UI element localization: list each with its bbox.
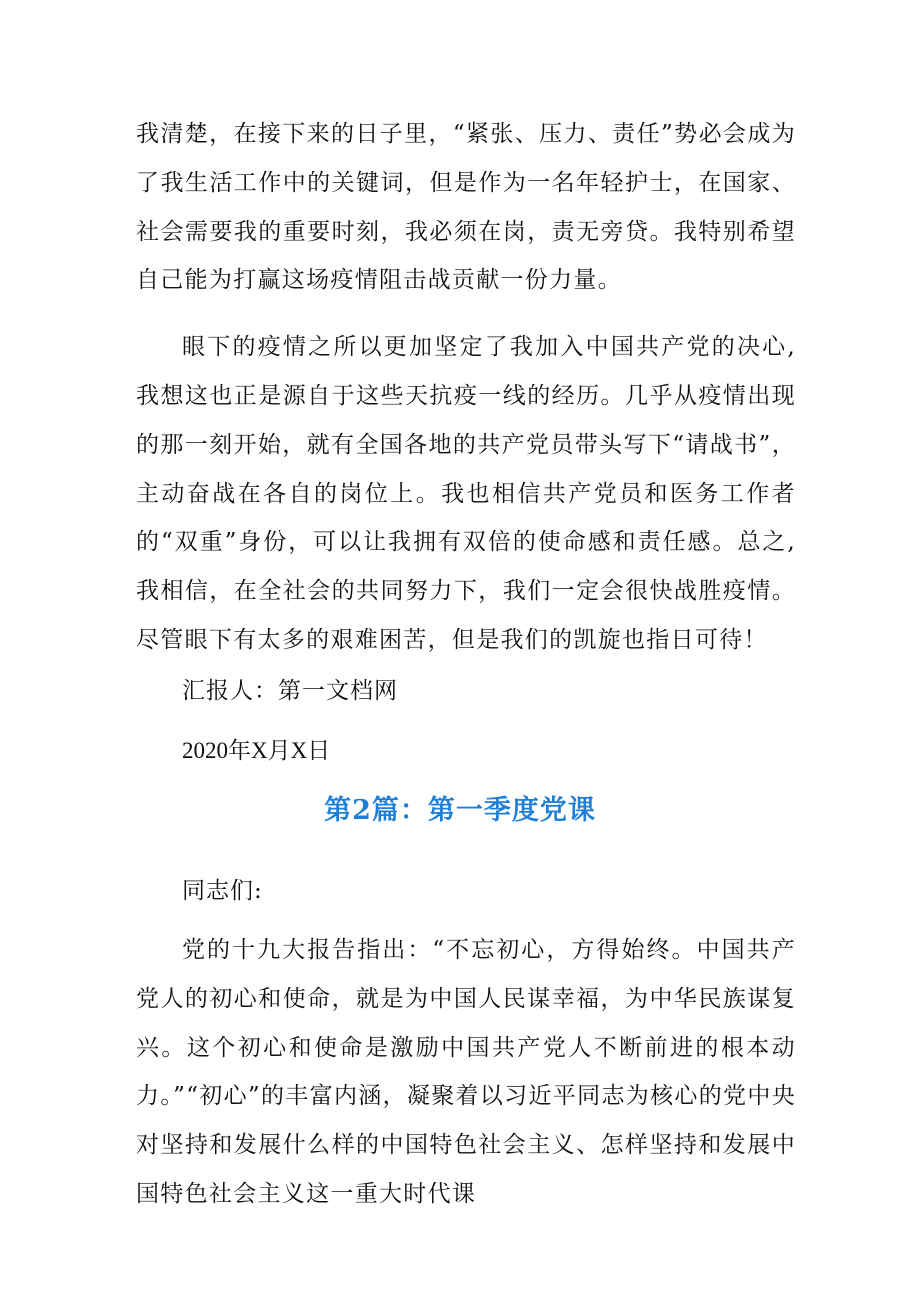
paragraph-2: 眼下的疫情之所以更加坚定了我加入中国共产党的决心,我想这也正是源自于这些天抗疫一线的经历。几乎从疫情出现的那一刻开始，就有全国各地的共产党员带头写下“请战书”，主动奋战在各自的岗位上。我也相信共产党员和医务工作者的“双重”身份，可以让我拥有双倍的使命感和责任感。总之,我相信，在全社会的共同努力下，我们一定会很快战胜疫情。尽管眼下有太多的艰难困苦，但是我们的凯旋也指日可待！ <box>136 334 796 653</box>
top-paragraphs <box>136 110 796 665</box>
section-title: 第2篇：第一季度党课 <box>324 795 596 826</box>
paragraph-3: 党的十九大报告指出：“不忘初心，方得始终。中国共产党人的初心和使命，就是为中国人民谋幸福，为中华民族谋复兴。这个初心和使命是激励中国共产党人不断前进的根本动力。”“初心”的丰富内涵，凝聚着以习近平同志为核心的党中央对坚持和发展什么样的中国特色社会主义、怎样坚持和发展中国特色社会主义这一重大时代课 <box>136 937 796 1207</box>
reporter-line: 汇报人：第一文档网 <box>182 678 398 704</box>
greeting-line: 同志们: <box>182 878 263 904</box>
bottom-paragraphs <box>136 926 796 1219</box>
date-line: 2020年X月X日 <box>182 738 331 763</box>
paragraph-1: 我清楚，在接下来的日子里，“紧张、压力、责任”势必会成为了我生活工作中的关键词，但是作为一名年轻护士，在国家、社会需要我的重要时刻，我必须在岗，责无旁贷。我特别希望自己能为打赢这场疫情阻击战贡献一份力量。 <box>136 121 796 294</box>
